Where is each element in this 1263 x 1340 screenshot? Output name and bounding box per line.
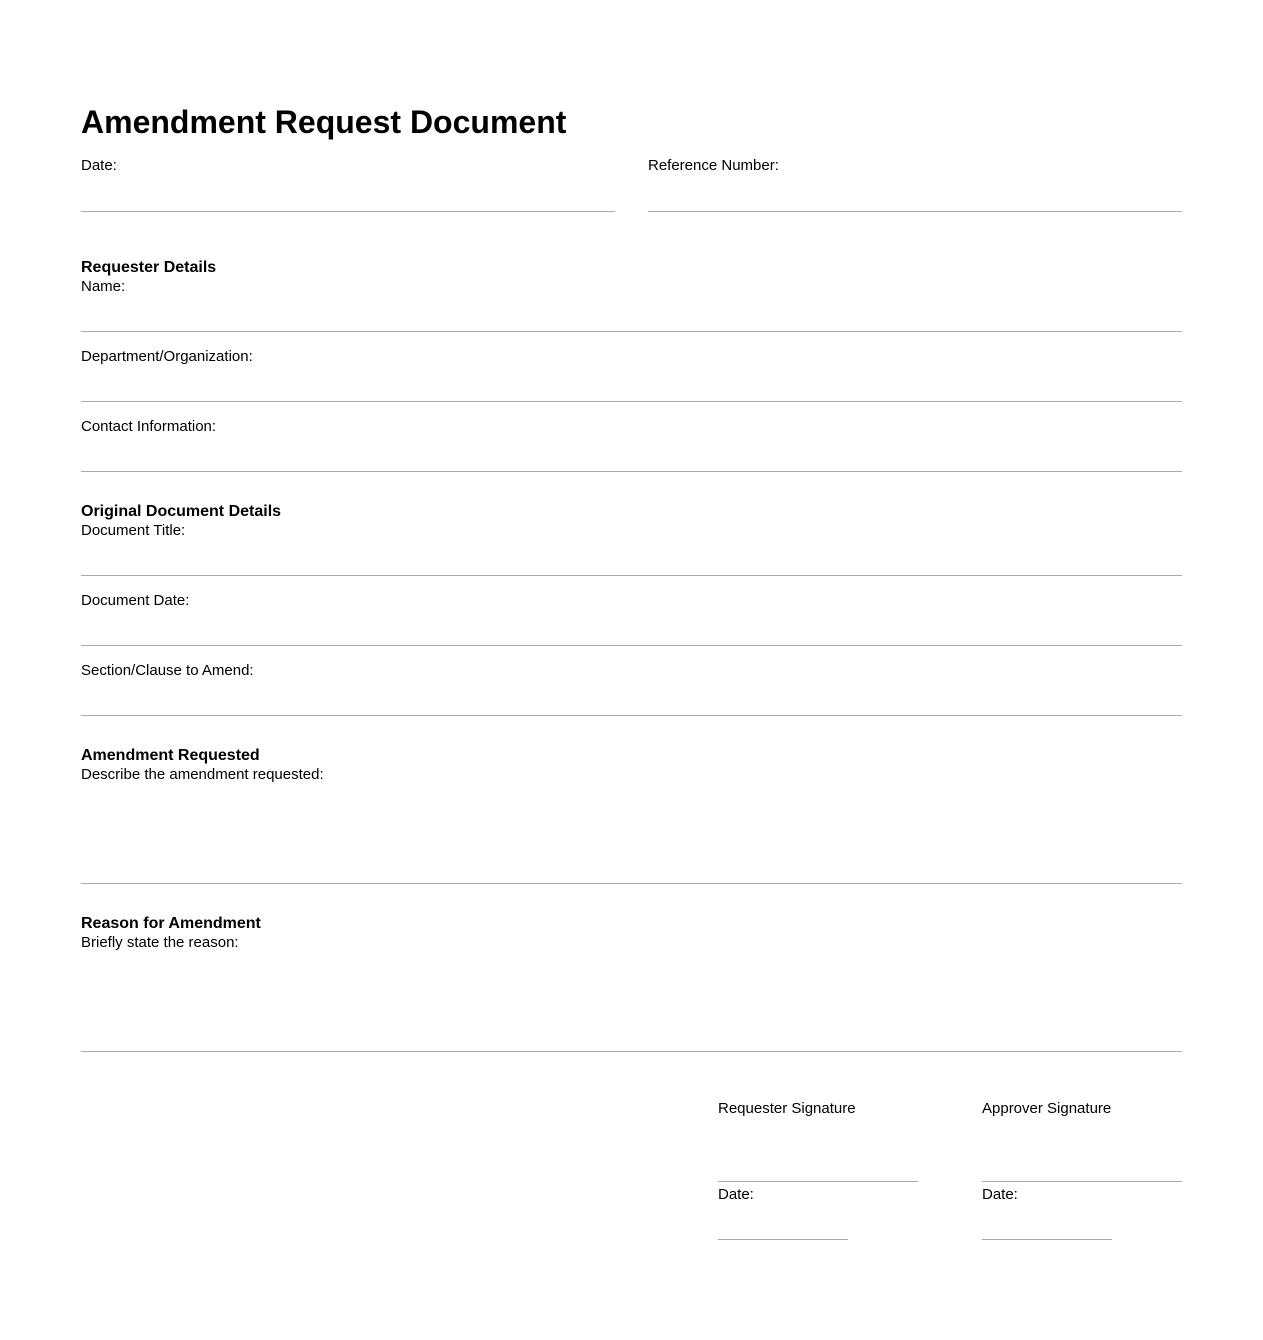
name-label: Name: xyxy=(81,278,126,295)
amendment-prompt: Describe the amendment requested: xyxy=(81,766,324,783)
approver-signature-label: Approver Signature xyxy=(982,1100,1112,1117)
approver-date-field[interactable] xyxy=(982,1239,1112,1240)
page-title: Amendment Request Document xyxy=(81,104,567,140)
requester-date-label: Date: xyxy=(718,1186,754,1203)
document-title-label: Document Title: xyxy=(81,522,186,539)
reference-number-label: Reference Number: xyxy=(648,157,779,174)
reason-field[interactable] xyxy=(81,1051,1182,1052)
amendment-requested-heading: Amendment Requested xyxy=(81,747,260,764)
reference-number-field[interactable] xyxy=(648,211,1182,212)
document-date-label: Document Date: xyxy=(81,592,190,609)
document-title-field[interactable] xyxy=(81,575,1182,576)
requester-signature-label: Requester Signature xyxy=(718,1100,856,1117)
requester-signature-field[interactable] xyxy=(718,1181,918,1182)
contact-label: Contact Information: xyxy=(81,418,217,435)
reason-heading: Reason for Amendment xyxy=(81,915,261,932)
section-field[interactable] xyxy=(81,715,1182,716)
date-field[interactable] xyxy=(81,211,615,212)
document-date-field[interactable] xyxy=(81,645,1182,646)
contact-field[interactable] xyxy=(81,471,1182,472)
department-label: Department/Organization: xyxy=(81,348,253,365)
section-label: Section/Clause to Amend: xyxy=(81,662,254,679)
date-label: Date: xyxy=(81,157,117,174)
amendment-field[interactable] xyxy=(81,883,1182,884)
requester-date-field[interactable] xyxy=(718,1239,848,1240)
original-document-heading: Original Document Details xyxy=(81,503,282,520)
department-field[interactable] xyxy=(81,401,1182,402)
name-field[interactable] xyxy=(81,331,1182,332)
requester-details-heading: Requester Details xyxy=(81,259,217,276)
approver-signature-field[interactable] xyxy=(982,1181,1182,1182)
reason-prompt: Briefly state the reason: xyxy=(81,934,239,951)
approver-date-label: Date: xyxy=(982,1186,1018,1203)
